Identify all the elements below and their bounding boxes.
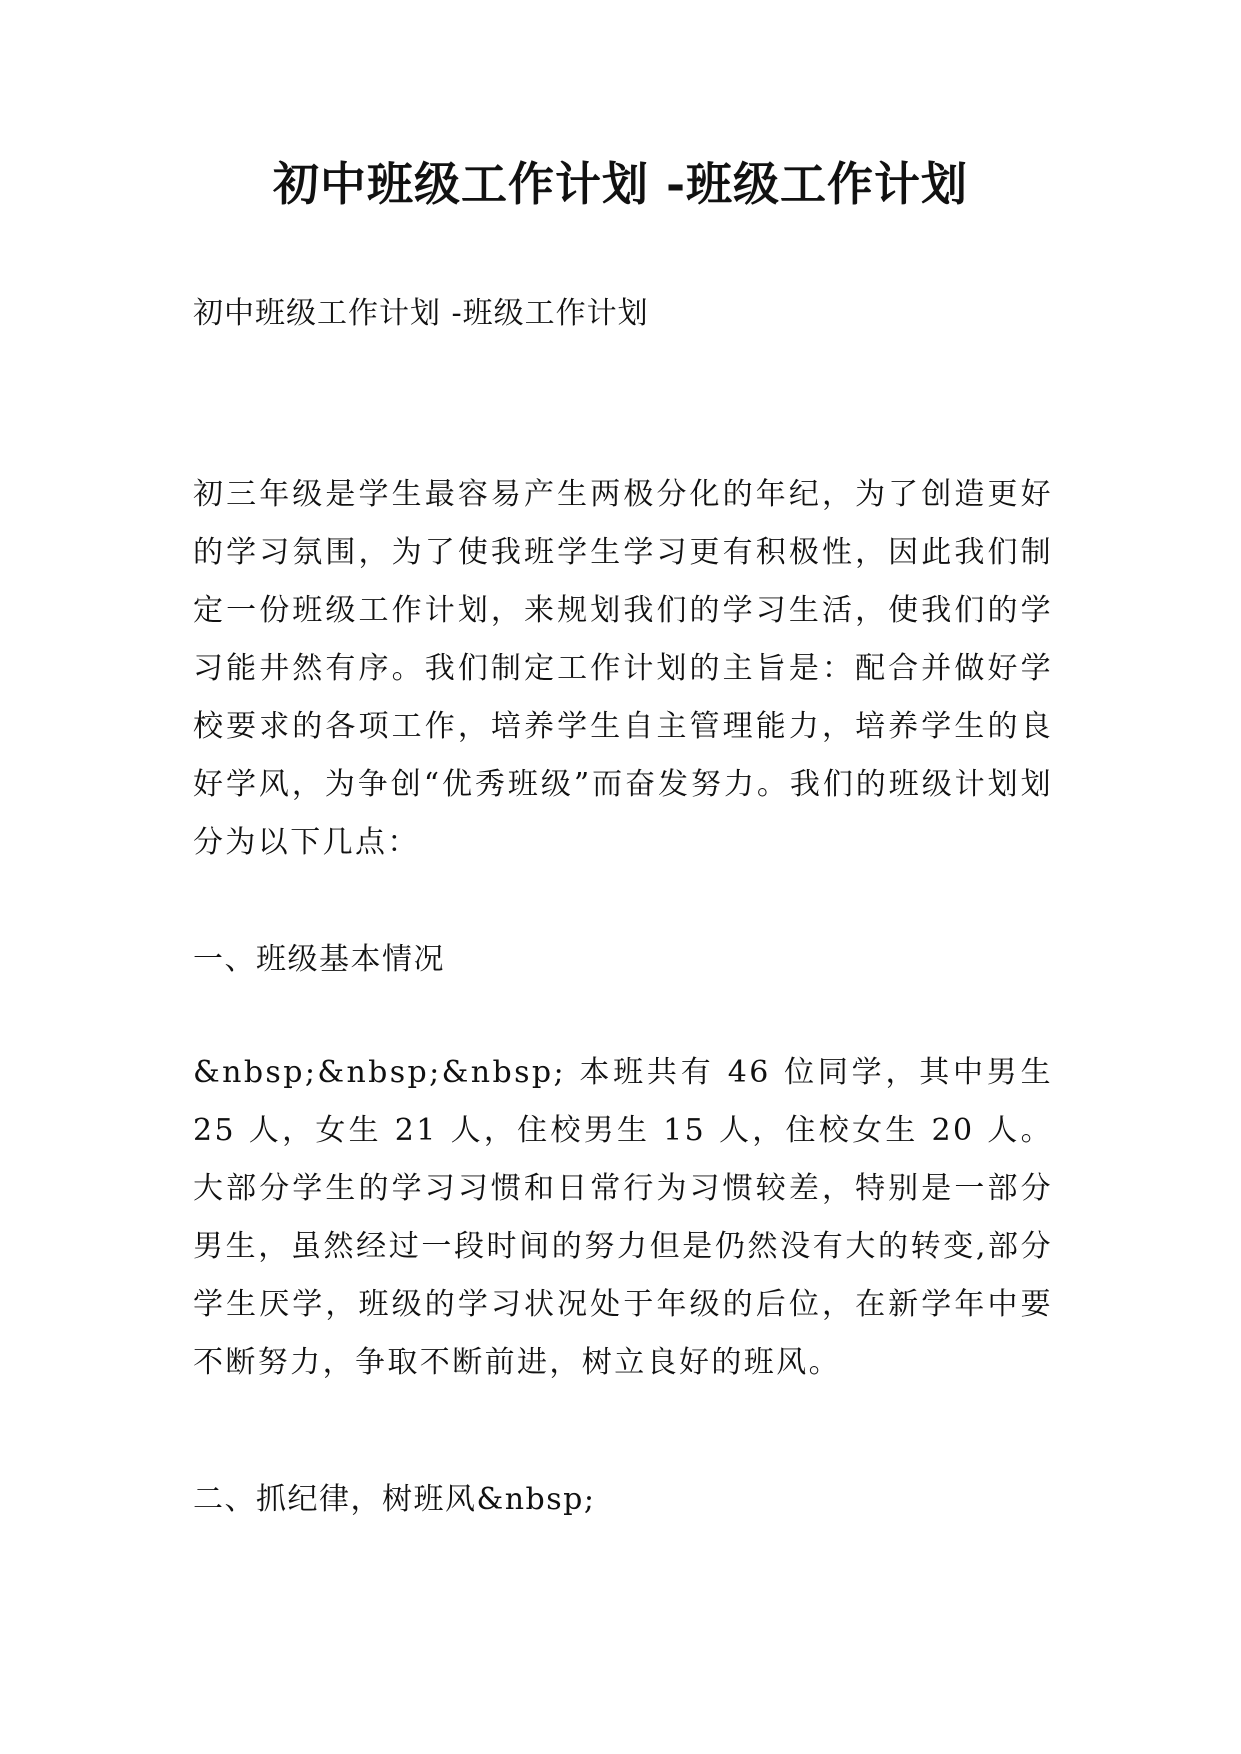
document-title: 初中班级工作计划 -班级工作计划 (272, 157, 969, 211)
section-one-paragraph: &nbsp;&nbsp;&nbsp; 本班共有 46 位同学，其中男生 25 人，女生 21 人，住校男生 15 人，住校女生 20 人。大部分学生的学习习惯和日常行为习惯较差，特别是一部分男生，虽然经过一段时间的努力但是仍然没有大的转变,部分学生厌学，班级的学习状况处于年级的后位，在新学年中要不断努力，争取不断前进，树立良好的班风。 (193, 1055, 1053, 1380)
section-two-heading: 二、抓纪律，树班风&nbsp; (193, 1482, 596, 1517)
intro-paragraph: 初三年级是学生最容易产生两极分化的年纪，为了创造更好的学习氛围，为了使我班学生学习更有积极性，因此我们制定一份班级工作计划，来规划我们的学习生活，使我们的学习能井然有序。我们制定工作计划的主旨是：配合并做好学校要求的各项工作，培养学生自主管理能力，培养学生的良好学风，为争创“优秀班级”而奋发努力。我们的班级计划划分为以下几点： (193, 477, 1053, 860)
section-one-heading: 一、班级基本情况 (193, 942, 445, 977)
document-subtitle: 初中班级工作计划 -班级工作计划 (193, 296, 649, 331)
